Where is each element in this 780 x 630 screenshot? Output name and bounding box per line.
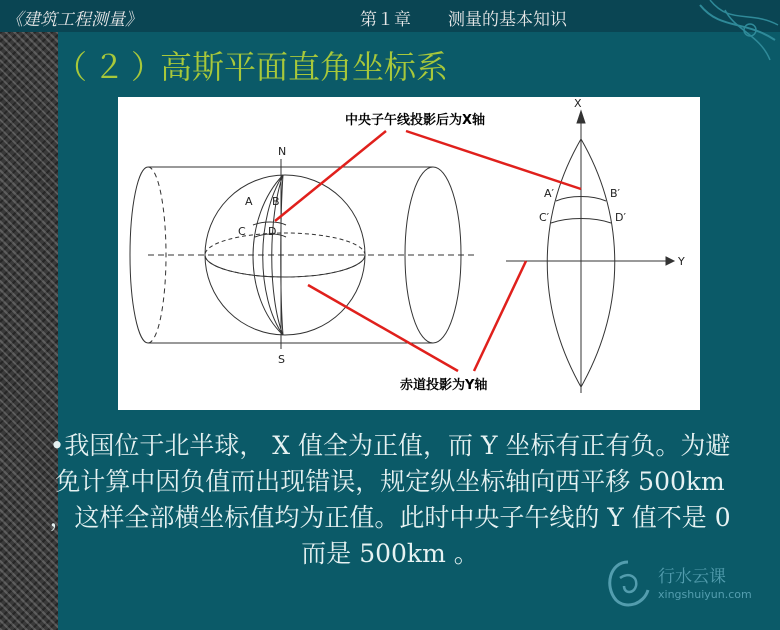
gauss-projection-figure <box>118 97 700 410</box>
paragraph-text: 我国位于北半球， X 值全为正值，而 Y 坐标有正有负。为避免计算中因负值而出现错误，规定纵坐标轴向西平移 500km ，这样全部横坐标值均为正值。此时中央子午线的 Y 值不是 0 而是 500km 。 <box>49 431 731 568</box>
watermark-name: 行水云课 <box>658 567 726 587</box>
section-title: 高斯平面直角坐标系 <box>160 48 449 86</box>
watermark-url: xingshuiyun.com <box>658 588 752 601</box>
y-axis-label: Y <box>678 255 685 268</box>
chapter-number: 第１章 <box>360 10 411 30</box>
chapter-topic: 测量的基本知识 <box>448 10 567 30</box>
watermark <box>602 556 772 616</box>
callout-central-meridian: 中央子午线投影后为X轴 <box>345 113 486 128</box>
earth-sphere <box>148 159 478 349</box>
point-c-prime-label: C′ <box>539 211 550 224</box>
watermark-logo-icon <box>602 556 654 612</box>
point-b-label: B <box>272 195 280 208</box>
point-c-label: C <box>238 225 246 238</box>
point-d-label: D <box>268 225 277 238</box>
callout-equator: 赤道投影为Y轴 <box>400 378 488 393</box>
point-a-label: A <box>245 195 253 208</box>
decorative-corner-ornament <box>690 0 780 80</box>
book-title: 《建筑工程测量》 <box>6 10 142 30</box>
point-b-prime-label: B′ <box>610 187 621 200</box>
gauss-projection-diagram <box>118 97 700 410</box>
north-label: N <box>278 145 287 158</box>
south-label: S <box>278 353 285 366</box>
bullet-marker: • <box>49 431 65 460</box>
header-bar <box>0 0 780 32</box>
plane-projection <box>506 111 674 393</box>
point-d-prime-label: D′ <box>615 211 626 224</box>
section-number: （２） <box>55 48 170 86</box>
point-a-prime-label: A′ <box>544 187 555 200</box>
x-axis-label: X <box>574 97 582 110</box>
body-paragraph <box>40 428 740 572</box>
